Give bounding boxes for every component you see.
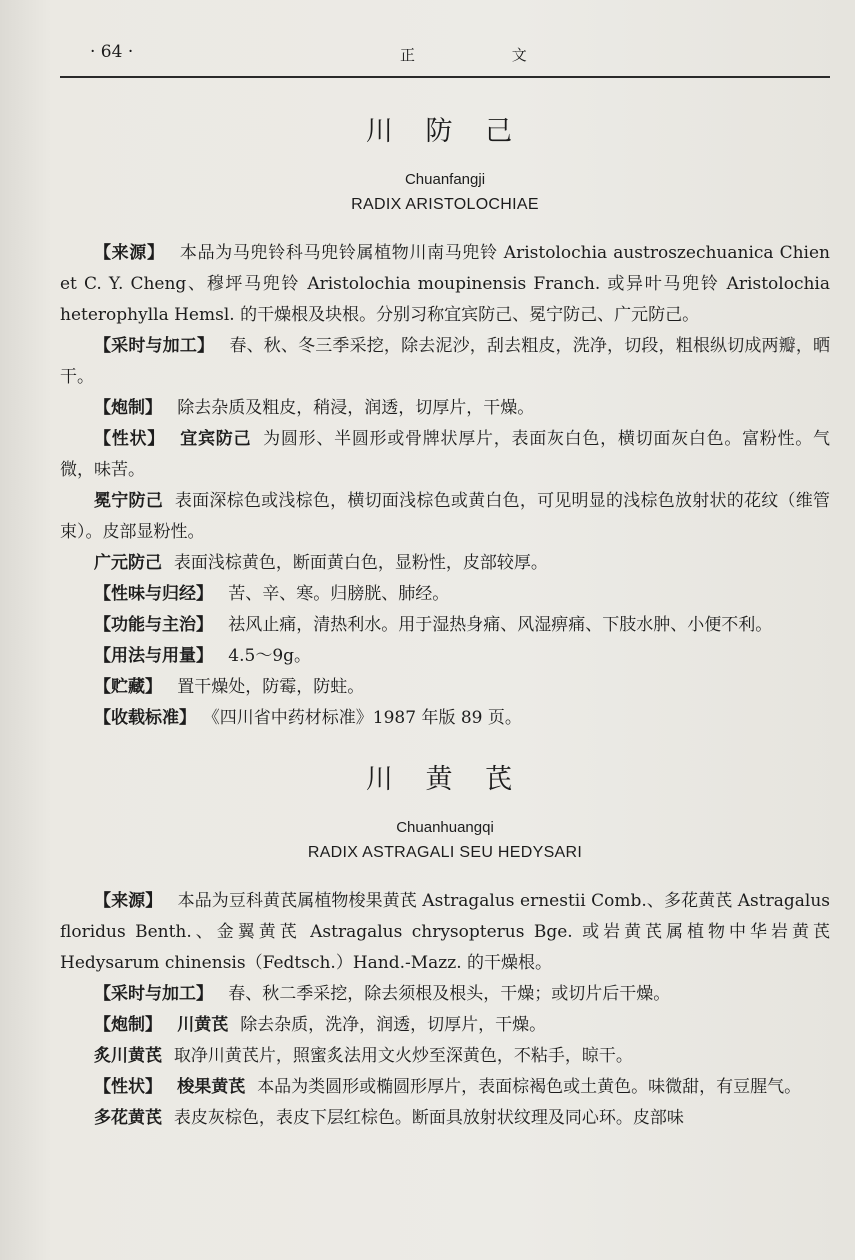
- paragraph-text: 本品为马兜铃科马兜铃属植物川南马兜铃 Aristolochia austroszechuanica Chien et C. Y. Cheng、穆坪马兜铃 Aristolochia moupinensis Franch. 或异叶马兜铃 Aristolochia heterophylla Hemsl. 的干燥根及块根。分别习称宜宾防己、冕宁防己、广元防己。: [60, 243, 830, 325]
- entry-title: 川 防 己: [365, 116, 525, 147]
- section-label-processing: 【炮制】: [94, 1015, 162, 1035]
- paragraph-text: 春、秋、冬三季采挖，除去泥沙，刮去粗皮，洗净，切段，粗根纵切成两瓣，晒干。: [60, 336, 831, 387]
- source-paragraph: [60, 238, 830, 331]
- description-paragraph: [60, 1103, 830, 1134]
- processing-paragraph: [60, 393, 830, 424]
- entry-pinyin: Chuanhuangqi: [396, 819, 494, 836]
- processing-paragraph: [60, 1010, 830, 1041]
- entry-title: 川 黄 芪: [365, 764, 525, 795]
- processing-paragraph: [60, 1041, 830, 1072]
- entry-chuanfangji: [60, 112, 830, 734]
- standard-paragraph: [60, 703, 830, 734]
- harvest-paragraph: [60, 331, 830, 393]
- paragraph-text: 置干燥处，防霉，防蛀。: [177, 677, 365, 697]
- description-paragraph: [60, 1072, 830, 1103]
- paragraph-text: 春、秋二季采挖，除去须根及根头，干燥；或切片后干燥。: [228, 984, 671, 1004]
- paragraph-text: 除去杂质，洗净，润透，切厚片，干燥。: [240, 1015, 547, 1035]
- entry-latin-name: RADIX ARISTOLOCHIAE: [351, 196, 539, 213]
- page-number: · 64 ·: [90, 42, 134, 62]
- variety-label: 广元防己: [94, 553, 162, 573]
- paragraph-text: 苦、辛、寒。归膀胱、肺经。: [228, 584, 450, 604]
- section-label-description: 【性状】: [94, 1077, 162, 1097]
- running-head: [0, 38, 855, 78]
- entry-chuanhuangqi: [60, 760, 830, 1134]
- description-paragraph: [60, 548, 830, 579]
- property-paragraph: [60, 579, 830, 610]
- function-paragraph: [60, 610, 830, 641]
- page-content: [60, 112, 830, 1134]
- paragraph-text: 本品为豆科黄芪属植物梭果黄芪 Astragalus ernestii Comb.、多花黄芪 Astragalus floridus Benth.、金翼黄芪 Astragalus chrysopterus Bge. 或岩黄芪属植物中华岩黄芪 Hedysarum chinensis（Fedtsch.）Hand.-Mazz. 的干燥根。: [60, 891, 830, 973]
- section-label-harvest: 【采时与加工】: [94, 984, 213, 1004]
- section-label-processing: 【炮制】: [94, 398, 162, 418]
- variety-label: 梭果黄芪: [177, 1077, 246, 1097]
- entry-pinyin: Chuanfangji: [404, 171, 486, 188]
- description-paragraph: [60, 424, 830, 486]
- description-paragraph: [60, 486, 830, 548]
- entry-latin-name: RADIX ASTRAGALI SEU HEDYSARI: [307, 844, 583, 861]
- section-label-source: 【来源】: [94, 891, 163, 911]
- section-label-dosage: 【用法与用量】: [94, 646, 213, 666]
- variety-label: 宜宾防己: [180, 429, 252, 449]
- paragraph-text: 除去杂质及粗皮，稍浸，润透，切厚片，干燥。: [177, 398, 535, 418]
- variety-label: 冕宁防己: [94, 491, 163, 511]
- section-label-description: 【性状】: [94, 429, 165, 449]
- section-label: 正 文: [400, 46, 573, 64]
- paragraph-text: 本品为类圆形或椭圆形厚片，表面棕褐色或土黄色。味微甜，有豆腥气。: [257, 1077, 802, 1097]
- variety-label: 川黄芪: [177, 1015, 229, 1035]
- variety-label: 炙川黄芪: [94, 1046, 162, 1066]
- paragraph-text: 表面深棕色或浅棕色，横切面浅棕色或黄白色，可见明显的浅棕色放射状的花纹（维管束）。皮部显粉性。: [60, 491, 831, 542]
- harvest-paragraph: [60, 979, 830, 1010]
- paragraph-text: 4.5～9g。: [228, 646, 312, 666]
- paragraph-text: 《四川省中药材标准》1987 年版 89 页。: [211, 708, 522, 728]
- paragraph-text: 表皮灰棕色，表皮下层红棕色。断面具放射状纹理及同心环。皮部味: [173, 1108, 684, 1128]
- paragraph-text: 取净川黄芪片，照蜜炙法用文火炒至深黄色，不粘手，晾干。: [173, 1046, 633, 1066]
- section-label-property: 【性味与归经】: [94, 584, 213, 604]
- paragraph-text: 祛风止痛，清热利水。用于湿热身痛、风湿痹痛、下肢水肿、小便不利。: [228, 615, 773, 635]
- dosage-paragraph: [60, 641, 830, 672]
- section-label-source: 【来源】: [94, 243, 165, 263]
- section-label-standard: 【收载标准】: [94, 708, 196, 728]
- section-label-harvest: 【采时与加工】: [94, 336, 215, 356]
- header-rule: [60, 76, 830, 78]
- section-label-function: 【功能与主治】: [94, 615, 213, 635]
- source-paragraph: [60, 886, 830, 979]
- storage-paragraph: [60, 672, 830, 703]
- section-label-storage: 【贮藏】: [94, 677, 162, 697]
- paragraph-text: 表面浅棕黄色，断面黄白色，显粉性，皮部较厚。: [173, 553, 548, 573]
- paragraph-text: 为圆形、半圆形或骨牌状厚片，表面灰白色，横切面灰白色。富粉性。气微，味苦。: [60, 429, 831, 480]
- variety-label: 多花黄芪: [94, 1108, 162, 1128]
